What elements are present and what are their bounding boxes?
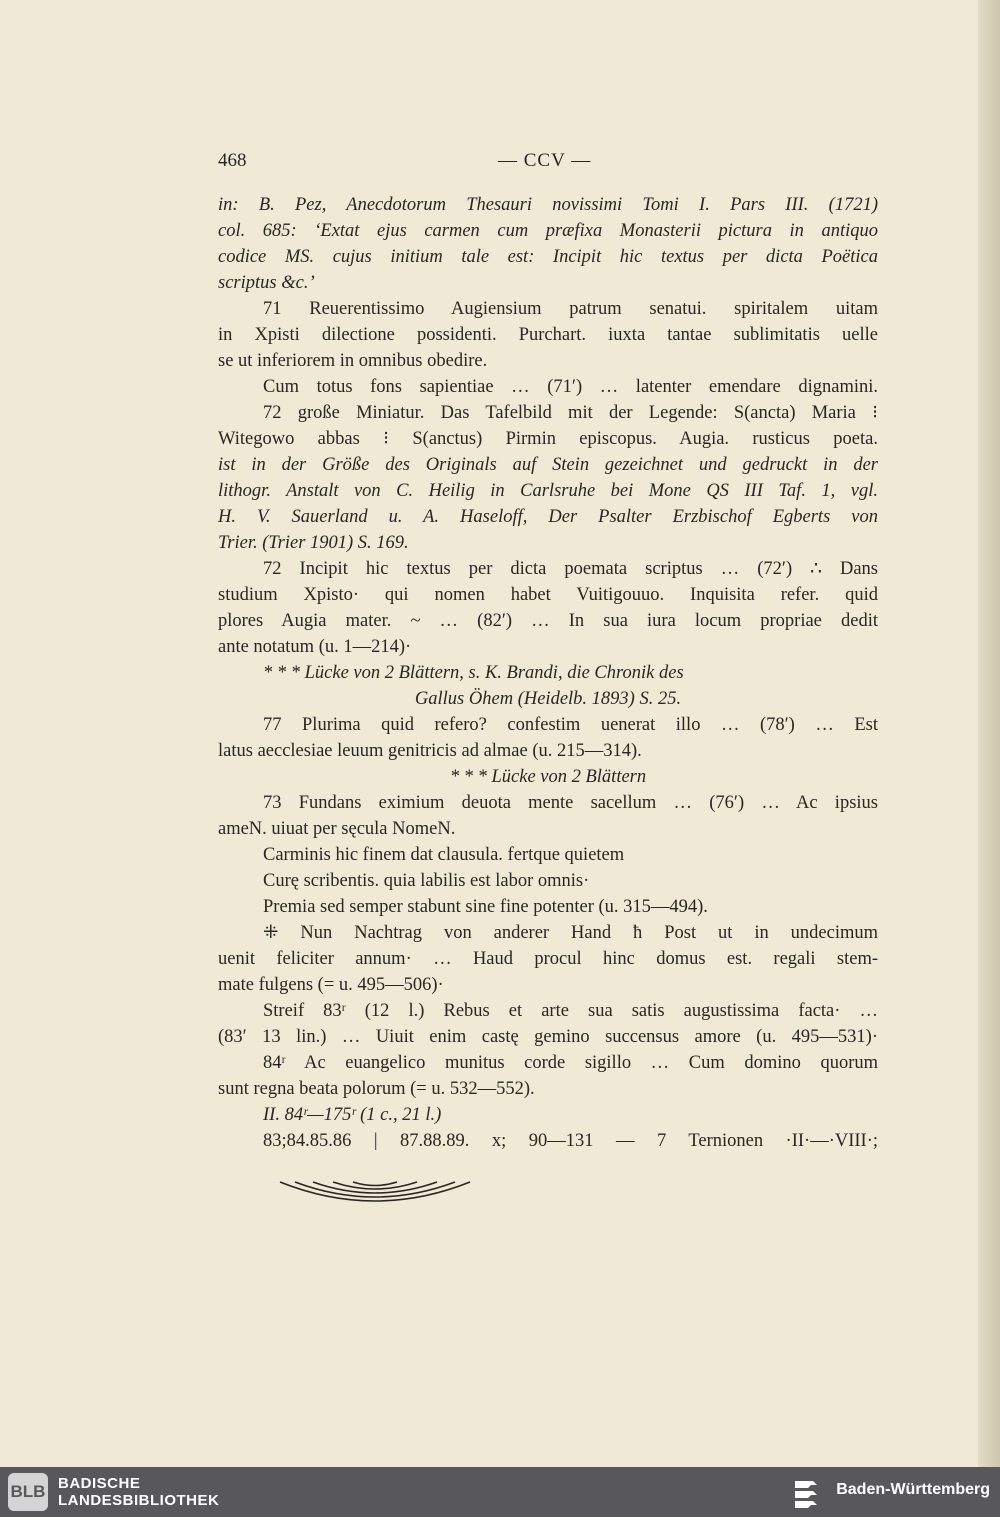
blb-logo[interactable]: BLB <box>8 1473 48 1511</box>
text-line: Streif 83ʳ (12 l.) Rebus et arte sua satis augustissima facta· … <box>263 1001 878 1021</box>
page-number: 468 <box>218 150 247 171</box>
text-line: latus aecclesiae leuum genitricis ad almae (u. 215—314). <box>218 741 642 761</box>
text-line: * * * Lücke von 2 Blättern, s. K. Brandi, die Chronik des <box>263 663 684 683</box>
text-line: lithogr. Anstalt von C. Heilig in Carlsruhe bei Mone QS III Taf. 1, vgl. <box>218 481 878 501</box>
text-line: Gallus Öhem (Heidelb. 1893) S. 25. <box>414 689 682 709</box>
text-line: 84ʳ Ac euangelico munitus corde sigillo … Cum domino quorum <box>263 1053 878 1073</box>
text-line: 72 Incipit hic textus per dicta poemata scriptus … (72′) ∴ Dans <box>263 559 878 579</box>
text-line: ameN. uiuat per sęcula NomeN. <box>218 819 456 839</box>
text-line: H. V. Sauerland u. A. Haseloff, Der Psalter Erzbischof Egberts von <box>218 507 878 527</box>
footer-bar <box>0 1467 1000 1517</box>
text-line: (83′ 13 lin.) … Uiuit enim castę gemino succensus amore (u. 495—531)· <box>218 1027 878 1047</box>
text-line: * * * Lücke von 2 Blättern <box>449 767 647 787</box>
text-line: col. 685: ‘Extat ejus carmen cum præfixa Monasterii pictura in antiquo <box>218 221 878 241</box>
text-line: 83;84.85.86 | 87.88.89. x; 90—131 — 7 Ternionen ·II·—·VIII·; <box>263 1131 878 1151</box>
text-line: ⁜ Nun Nachtrag von anderer Hand ħ Post ut in undecimum <box>263 923 878 943</box>
text-line: Witegowo abbas ⁝ S(anctus) Pirmin episcopus. Augia. rusticus poeta. <box>218 429 878 449</box>
text-line: Premia sed semper stabunt sine fine potenter (u. 315—494). <box>263 897 708 917</box>
library-name <box>58 1475 219 1509</box>
text-line: ante notatum (u. 1—214)· <box>218 637 412 657</box>
text-line: Trier. (Trier 1901) S. 169. <box>218 533 409 553</box>
running-title: — CCV — <box>498 150 592 171</box>
text-line: Carminis hic finem dat clausula. fertque quietem <box>263 845 625 865</box>
library-name-line1: BADISCHE <box>58 1475 141 1492</box>
text-line: mate fulgens (= u. 495—506)· <box>218 975 444 995</box>
text-line: codice MS. cujus initium tale est: Incipit hic textus per dicta Poëtica <box>218 247 878 267</box>
body-text <box>218 192 878 1154</box>
text-line: in Xpisti dilectione possidenti. Purchart. iuxta tantae sublimitatis uelle <box>218 325 878 345</box>
text-line: sunt regna beata polorum (= u. 532—552). <box>218 1079 535 1099</box>
text-line: 72 große Miniatur. Das Tafelbild mit der Legende: S(ancta) Maria ⁝ <box>263 403 878 423</box>
text-line: Cum totus fons sapientiae … (71′) … latenter emendare dignamini. <box>263 377 878 397</box>
text-line: 77 Plurima quid refero? confestim uenerat illo … (78′) … Est <box>263 715 878 735</box>
text-line: 71 Reuerentissimo Augiensium patrum senatui. spiritalem uitam <box>263 299 878 319</box>
lions-icon <box>792 1476 820 1508</box>
page-edge <box>978 0 1000 1467</box>
text-line: 73 Fundans eximium deuota mente sacellum … (76′) … Ac ipsius <box>263 793 878 813</box>
text-line: scriptus &c.’ <box>218 273 315 293</box>
text-line: II. 84ʳ—175ʳ (1 c., 21 l.) <box>263 1105 442 1125</box>
text-line: Curę scribentis. quia labilis est labor omnis· <box>263 871 590 891</box>
text-line: studium Xpisto· qui nomen habet Vuitigouuo. Inquisita refer. quid <box>218 585 878 605</box>
text-line: uenit feliciter annum· … Haud procul hinc domus est. regali stem- <box>218 949 878 969</box>
library-name-line2: LANDESBIBLIOTHEK <box>58 1492 220 1509</box>
ornament-arcs <box>275 1180 475 1220</box>
page-header <box>218 150 878 176</box>
text-line: plores Augia mater. ~ … (82′) … In sua iura locum propriae dedit <box>218 611 878 631</box>
text-line: ist in der Größe des Originals auf Stein gezeichnet und gedruckt in der <box>218 455 878 475</box>
text-line: in: B. Pez, Anecdotorum Thesauri novissimi Tomi I. Pars III. (1721) <box>218 195 878 215</box>
text-line: se ut inferiorem in omnibus obedire. <box>218 351 488 371</box>
partner-name[interactable]: Baden-Württemberg <box>836 1481 990 1498</box>
